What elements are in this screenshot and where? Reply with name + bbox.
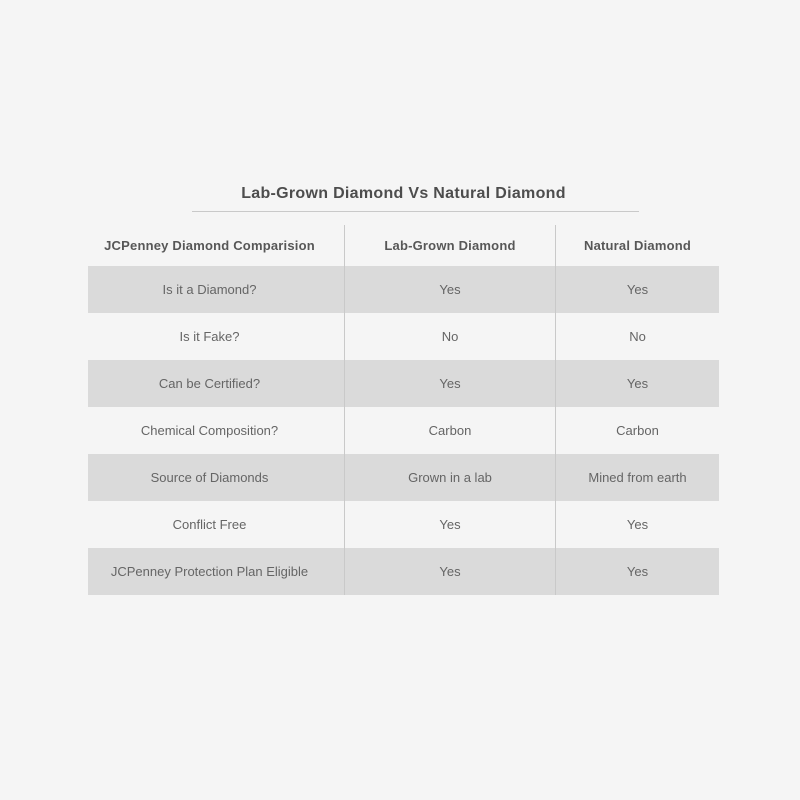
table-row	[88, 313, 719, 360]
row-label: JCPenney Protection Plan Eligible	[88, 548, 345, 595]
column-header-natural: Natural Diamond	[583, 238, 691, 253]
cell-natural: Carbon	[616, 423, 659, 438]
cell-lab-grown: Yes	[345, 501, 556, 548]
row-label: Is it Fake?	[88, 313, 345, 360]
row-label: Is it a Diamond?	[88, 266, 345, 313]
cell-lab-grown: Yes	[345, 548, 556, 595]
cell-natural: No	[629, 329, 646, 344]
table-header-row	[88, 225, 719, 266]
table-row	[88, 501, 719, 548]
table-row	[88, 407, 719, 454]
cell-lab-grown: No	[345, 313, 556, 360]
column-header-lab-grown: Lab-Grown Diamond	[345, 225, 556, 266]
row-label: Conflict Free	[88, 501, 345, 548]
row-label: Chemical Composition?	[88, 407, 345, 454]
cell-lab-grown: Yes	[345, 266, 556, 313]
cell-lab-grown: Yes	[345, 360, 556, 407]
comparison-table	[88, 225, 719, 595]
row-label: Can be Certified?	[88, 360, 345, 407]
cell-lab-grown: Carbon	[345, 407, 556, 454]
row-label: Source of Diamonds	[88, 454, 345, 501]
page-title: Lab-Grown Diamond Vs Natural Diamond	[241, 185, 566, 202]
table-row	[88, 548, 719, 595]
column-header-comparison: JCPenney Diamond Comparision	[88, 225, 345, 266]
title-divider-line	[192, 211, 639, 212]
cell-natural: Yes	[626, 376, 649, 391]
cell-natural: Yes	[626, 517, 649, 532]
table-row	[88, 454, 719, 501]
table-row	[88, 360, 719, 407]
cell-natural: Yes	[626, 564, 649, 579]
cell-natural: Yes	[626, 282, 649, 297]
table-row	[88, 266, 719, 313]
cell-natural: Mined from earth	[588, 470, 687, 485]
cell-lab-grown: Grown in a lab	[345, 454, 556, 501]
